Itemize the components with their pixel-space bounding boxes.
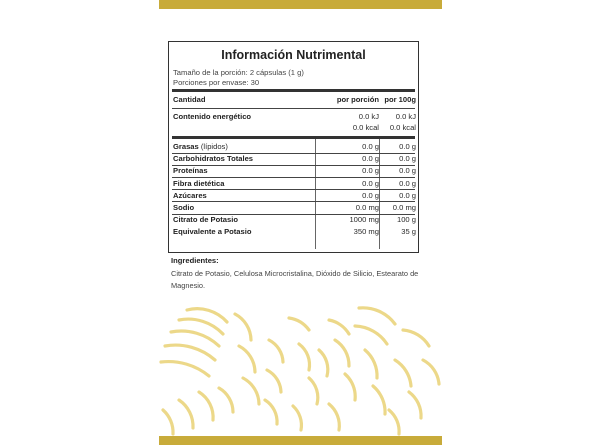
nutrient-per-100g: 0.0 mg [392,203,416,212]
serving-size: Tamaño de la porción: 2 cápsulas (1 g) [173,68,304,77]
header-row [173,94,414,106]
energy-kcal-100g: 0.0 kcal [389,123,416,132]
nutrient-per-portion: 0.0 mg [355,203,379,212]
nutrient-per-100g: 0.0 g [399,166,416,176]
servings-per-container: Porciones por envase: 30 [173,78,260,87]
nutrient-name-main: Grasas [173,142,199,151]
nutrient-per-100g: 0.0 g [399,142,416,151]
energy-kcal-row [173,122,414,134]
nutrient-per-100g: 0.0 g [399,178,416,188]
nutrient-row [173,178,414,190]
nutrient-row [173,153,414,165]
nutrient-per-portion: 1000 mg [349,215,379,225]
nutrition-facts-panel [168,41,419,253]
nutrient-row [173,214,414,226]
bottom-gold-band [159,436,442,445]
nutrient-per-100g: 35 g [401,227,416,237]
panel-title: Información Nutrimental [221,48,366,62]
nutrient-per-portion: 0.0 g [362,190,379,200]
nutrient-name-main: Carbohidratos Totales [173,154,254,164]
nutrient-name [173,141,228,153]
header-per-portion: por porción [336,95,379,104]
nutrient-name [173,190,207,202]
nutrient-name [173,202,194,214]
nutrient-name [173,165,208,177]
header-amount: Cantidad [173,95,206,104]
nutrient-per-portion: 0.0 g [362,142,379,151]
divider [172,108,415,109]
nutrient-row [173,202,414,214]
nutrient-per-portion: 350 mg [353,227,379,237]
nutrient-row [173,190,414,202]
nutrient-per-portion: 0.0 g [362,166,379,176]
nutrient-name-suffix: (lípidos) [198,142,228,151]
nutrient-name [173,178,224,190]
nutrient-name-main: Azúcares [173,190,207,200]
nutrient-per-100g: 0.0 g [399,190,416,200]
energy-kj-portion: 0.0 kJ [358,112,379,121]
energy-kcal-portion: 0.0 kcal [352,123,379,132]
top-gold-band [159,0,442,9]
supplement-label [159,0,442,445]
energy-kj-100g: 0.0 kJ [395,112,416,121]
nutrient-per-portion: 0.0 g [362,154,379,164]
nutrient-name [173,214,238,226]
nutrient-name-main: Citrato de Potasio [173,215,238,225]
nutrient-per-portion: 0.0 g [362,178,379,188]
nutrient-name-main: Fibra dietética [173,178,225,188]
nutrient-row [173,226,414,238]
nutrient-name-main: Equivalente a Potasio [173,227,252,237]
nutrient-per-100g: 100 g [396,215,416,225]
capsule-arc-pattern [159,300,442,436]
ingredients-text: Citrato de Potasio, Celulosa Microcristalina, Dióxido de Silicio, Estearato de Magnesio. [171,269,419,290]
nutrient-name-main: Proteínas [173,166,208,176]
energy-label: Contenido energético [173,112,252,121]
ingredients-title: Ingredientes: [171,256,219,265]
header-per-100g: por 100g [384,95,416,104]
nutrient-name [173,226,252,238]
nutrient-name-main: Sodio [173,203,195,212]
nutrient-name [173,153,253,165]
divider-thick [172,89,415,92]
nutrient-row [173,165,414,177]
nutrient-per-100g: 0.0 g [399,154,416,164]
nutrient-row [173,141,414,153]
